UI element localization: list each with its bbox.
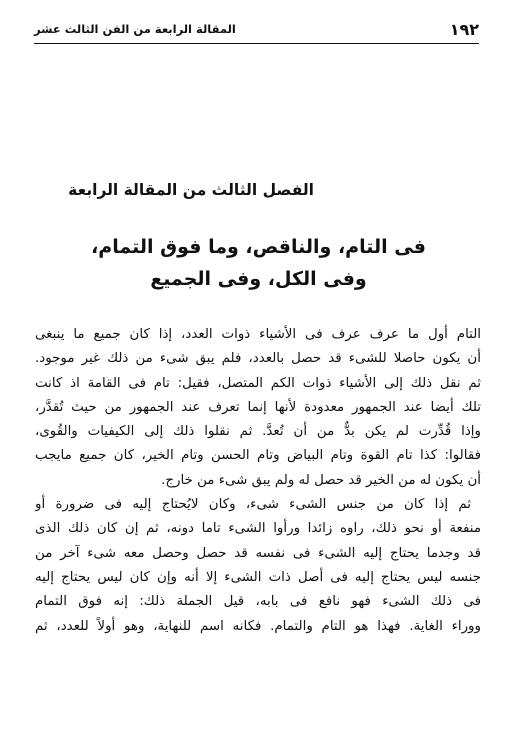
- body-line: منفعة أو نحو ذلك، راوه زائدا ورأوا الشىء تاما دونه، ثم إن كان ذلك الذى: [35, 521, 481, 537]
- section-title-line-2: وفى الكل، وفى الجميع: [150, 268, 367, 290]
- body-line: تلك أيضا عند الجمهور معدودة لأنها إنما تعرف عند الجمهور من حيث تُقدَّر،: [35, 399, 481, 415]
- body-line: ثم إذا كان من جنس الشىء شىء، وكان لايُحتاج إليه فى ضرورة أو: [35, 497, 471, 513]
- running-head: المقالة الرابعة من الفن الثالث عشر: [34, 22, 236, 36]
- body-line: فى ذلك الشىء فهو نافع فى بابه، قيل الجملة ذلك: إنه فوق التمام: [35, 594, 481, 610]
- body-line: ووراء الغاية. فهذا هو التام والتمام. فكانه اسم للنهاية، وهو أولاً للعدد، ثم: [35, 618, 481, 634]
- body-line: ثم نقل ذلك إلى الأشياء ذوات الكم المتصل، فقيل: تام فى القامة اذ كانت: [35, 375, 481, 391]
- body-line: أن يكون حاصلا للشىء قد حصل بالعدد، فلم يبق شىء من ذلك غير موجود.: [35, 351, 481, 367]
- body-text: [35, 323, 481, 639]
- chapter-heading: الفصل الثالث من المقالة الرابعة: [68, 181, 314, 199]
- page-number: ١٩٢: [449, 19, 479, 39]
- body-line: فقالوا: كذا تام القوة وتام البياض وتام الحسن وتام الخير، كان جميع مايجب: [35, 448, 481, 464]
- header-rule: [34, 43, 479, 44]
- section-title-line-1: فى التام، والناقص، وما فوق التمام،: [91, 236, 426, 258]
- body-line: أن يكون له من الخير قد حصل له ولم يبق شىء من خارج.: [161, 472, 481, 488]
- section-title: [40, 231, 477, 295]
- body-line: وإذا قُدِّرت لم يكن بدٌّ من أن تُعدَّ. ثم نقلوا ذلك إلى الكيفيات والقُوى،: [35, 424, 481, 440]
- body-line: جنسه ليس يحتاج إليه فى أصل ذات الشىء إلا أنه وإن كان ليس يحتاج إليه: [35, 569, 481, 585]
- body-line: قد وجدما يحتاج إليه الشىء فى نفسه قد حصل وحصل معه شىء آخر من: [35, 545, 481, 561]
- body-line: التام أول ما عرف عرف فى الأشياء ذوات العدد، إذا كان جميع ما ينبغى: [35, 327, 481, 342]
- page-header: [34, 18, 479, 40]
